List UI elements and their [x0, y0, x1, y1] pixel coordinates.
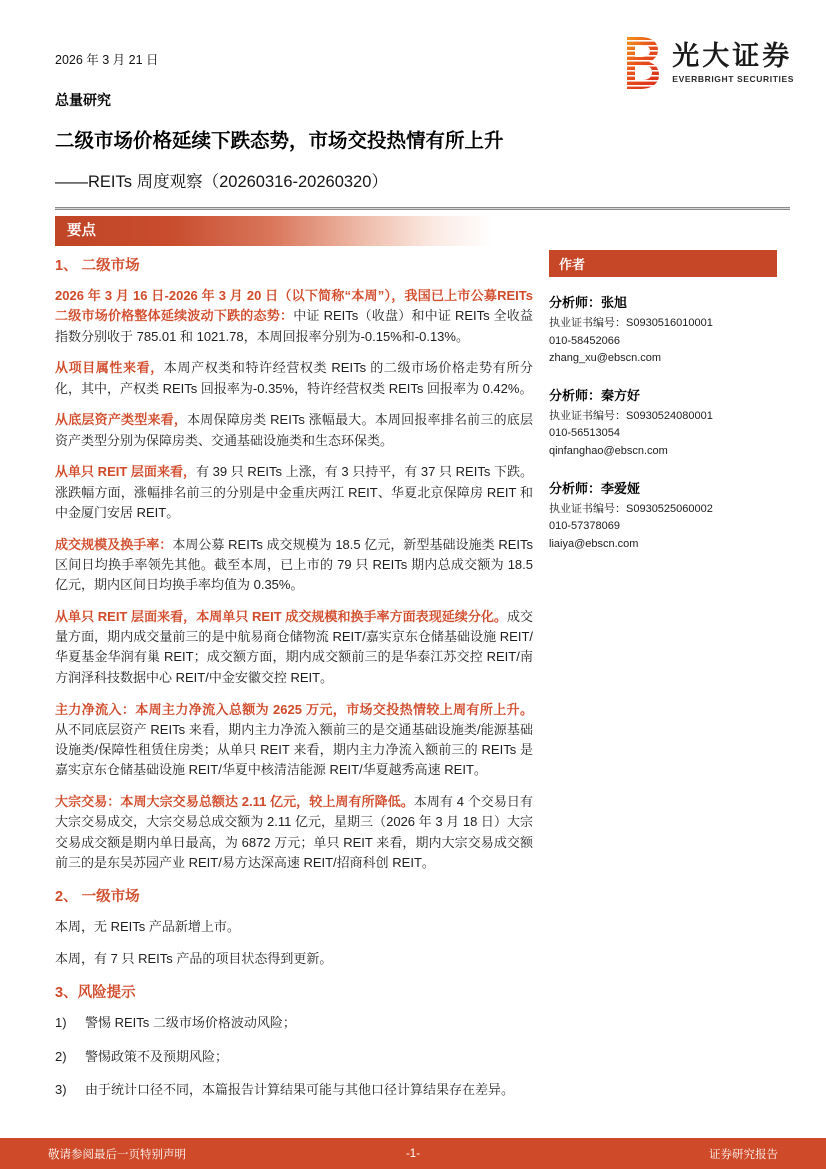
analyst-name: 分析师：张旭 — [549, 295, 628, 310]
report-subtitle: ——REITs 周度观察（20260316-20260320） — [55, 173, 388, 191]
analyst-phone: 010-56513054 — [549, 427, 620, 440]
paragraph-lead: 主力净流入：本周主力净流入总额为 2625 万元，市场交投热情较上周有所上升。 — [55, 701, 533, 717]
analyst-card — [549, 478, 777, 554]
logo-text — [672, 40, 794, 84]
paragraph-no-new-listing: 本周，无 REITs 产品新增上市。 — [55, 919, 240, 935]
paragraph-body: 本周公募 REITs 成交规模为 18.5 亿元，新型基础设施类 REITs 区间日均换手率领先其他。截至本周，已上市的 79 只 REITs 期内总成交额为 18.5 亿元，期内区间日均换手率均值为 0.35%。 — [55, 536, 533, 593]
paragraph-lead: 从单只 REIT 层面来看， — [55, 464, 196, 480]
paragraph-lead: 从单只 REIT 层面来看，本周单只 REIT 成交规模和换手率方面表现延续分化。 — [55, 608, 507, 624]
section-heading-secondary-market: 1、 二级市场 — [55, 258, 140, 274]
paragraph-body: 有 39 只 REITs 上涨，有 3 只持平，有 37 只 REITs 下跌。涨跌幅方面，涨幅排名前三的分别是中金重庆两江 REIT、华夏北京保障房 REIT 和中金厦门安居 REIT。 — [55, 464, 533, 520]
analyst-name: 分析师：秦方好 — [549, 387, 641, 403]
author-badge: 作者 — [549, 250, 777, 277]
paragraph-single-reit-price — [55, 462, 533, 523]
logo-en: EVERBRIGHT SECURITIES — [672, 73, 794, 84]
paragraph-body: 本周产权类和特许经营权类 REITs 的二级市场价格走势有所分化，其中，产权类 REITs 回报率为-0.35%，特许经营权类 REITs 回报率为 0.42%。 — [55, 360, 533, 396]
analyst-phone: 010-58452066 — [549, 334, 620, 347]
author-sidebar — [549, 250, 777, 570]
risk-marker: 3) — [55, 1082, 67, 1098]
report-category: 总量研究 — [55, 92, 111, 108]
paragraph-status-update: 本周，有 7 只 REITs 产品的项目状态得到更新。 — [55, 950, 333, 966]
analyst-cert: 执业证书编号：S0930525060002 — [549, 502, 713, 515]
paragraph-project-attribute — [55, 358, 533, 399]
risk-text: 由于统计口径不同，本篇报告计算结果可能与其他口径计算结果存在差异。 — [85, 1082, 515, 1098]
risk-marker: 1) — [55, 1015, 67, 1031]
risk-text: 警惕 REITs 二级市场价格波动风险； — [85, 1015, 296, 1031]
paragraph-body: 本周有 4 个交易日有大宗交易成交，大宗交易总成交额为 2.11 亿元，星期三（2026 年 3 月 18 日）大宗交易成交额是期内单日最高，为 6872 万元；单只 REIT 来看，期内大宗交易成交额前三的是东吴苏园产业 REIT/易方达深高速 REIT/招商科创 REIT。 — [55, 794, 533, 870]
risk-marker: 2) — [55, 1048, 67, 1064]
paragraph-asset-type — [55, 410, 533, 451]
everbright-b-mark-icon — [623, 36, 663, 90]
analyst-email: qinfanghao@ebscn.com — [549, 444, 668, 457]
analyst-cert: 执业证书编号：S0930524080001 — [549, 409, 713, 422]
analyst-card — [549, 385, 777, 461]
keypoints-badge: 要点 — [55, 216, 507, 246]
analyst-phone: 010-57378069 — [549, 520, 620, 533]
risk-item — [55, 1080, 533, 1100]
paragraph-body: 中证 REITs（收盘）和中证 REITs 全收益指数分别收于 785.01 和 1021.78，本周回报率分别为-0.15%和-0.13%。 — [55, 308, 533, 344]
paragraph-index-summary — [55, 286, 533, 347]
analyst-email: zhang_xu@ebscn.com — [549, 352, 662, 365]
section-heading-risk: 3、风险提示 — [55, 985, 136, 1002]
footer-disclaimer: 敬请参阅最后一页特别声明 — [48, 1148, 186, 1161]
report-title: 二级市场价格延续下跌态势，市场交投热情有所上升 — [55, 130, 504, 152]
paragraph-single-reit-turnover — [55, 607, 533, 688]
risk-text: 警惕政策不及预期风险； — [85, 1048, 229, 1064]
paragraph-lead: 大宗交易：本周大宗交易总额达 2.11 亿元，较上周有所降低。 — [55, 794, 414, 810]
section-heading-primary-market: 2、 一级市场 — [55, 889, 140, 906]
logo-cn: 光大证券 — [672, 40, 793, 71]
paragraph-body: 成交量方面，期内成交量前三的是中航易商仓储物流 REIT/嘉实京东仓储基础设施 REIT/华夏基金华润有巢 REIT；成交额方面，期内成交额前三的是华泰江苏交控 REIT/南方润泽科技数据中心 REIT/中金安徽交控 REIT。 — [55, 608, 533, 685]
paragraph-body: 本周保障房类 REITs 涨幅最大。本周回报率排名前三的底层资产类型分别为保障房类、交通基础设施类和生态环保类。 — [55, 412, 533, 448]
everbright-logo — [623, 36, 794, 90]
report-date: 2026 年 3 月 21 日 — [55, 53, 159, 67]
page-footer — [0, 1138, 826, 1169]
paragraph-turnover — [55, 535, 533, 596]
risk-item — [55, 1047, 533, 1067]
footer-page-number: -1- — [405, 1147, 421, 1160]
main-column — [55, 252, 533, 1114]
paragraph-lead: 从项目属性来看， — [55, 360, 164, 376]
paragraph-lead: 2026 年 3 月 16 日-2026 年 3 月 20 日（以下简称“本周”），我国已上市公募REITs 二级市场价格整体延续波动下跌的态势： — [55, 288, 533, 324]
analyst-email: liaiya@ebscn.com — [549, 537, 639, 550]
paragraph-lead: 成交规模及换手率： — [55, 536, 173, 552]
footer-report-type: 证券研究报告 — [709, 1148, 778, 1161]
paragraph-body: 从不同底层资产 REITs 来看，期内主力净流入额前三的是交通基础设施类/能源基础设施类/保障性租赁住房类；从单只 REIT 来看，期内主力净流入额前三的 REITs 是嘉实京东仓储基础设施 REIT/华夏中核清洁能源 REIT/华夏越秀高速 REIT。 — [55, 721, 533, 778]
header-divider — [55, 207, 790, 210]
analyst-card — [549, 292, 777, 368]
paragraph-net-inflow — [55, 700, 533, 781]
paragraph-block-trade — [55, 792, 533, 873]
analyst-name: 分析师：李爱娅 — [549, 480, 641, 496]
paragraph-lead: 从底层资产类型来看， — [55, 412, 188, 428]
analyst-cert: 执业证书编号：S0930516010001 — [549, 317, 713, 329]
risk-item — [55, 1013, 533, 1033]
